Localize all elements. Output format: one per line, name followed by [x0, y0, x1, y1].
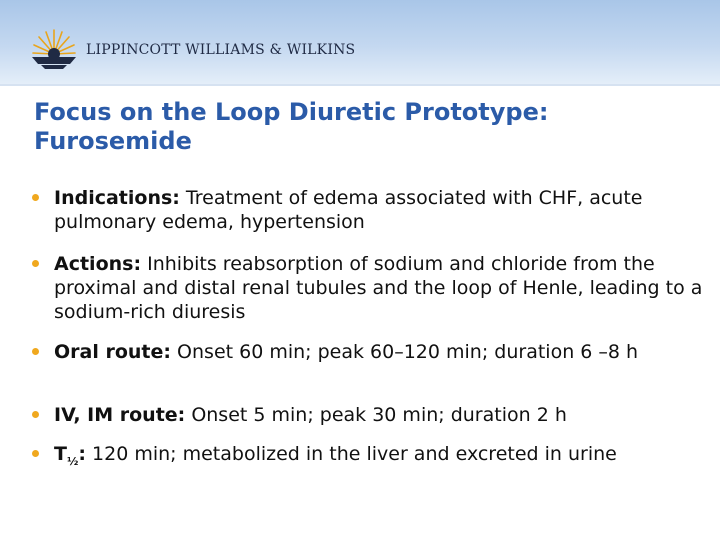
half-life-colon: : — [78, 443, 86, 465]
sunburst-logo-icon — [30, 24, 78, 70]
half-life-subscript: ½ — [66, 454, 79, 468]
bullet-term: Oral route: — [54, 341, 171, 363]
half-life-symbol: T — [54, 443, 67, 465]
header-divider — [0, 84, 720, 86]
bullet-description: Inhibits reabsorption of sodium and chloride from the proximal and distal renal tubules and the loop of Henle, leading to a sodium-rich diuresis — [54, 253, 703, 323]
bullet-description: Treatment of edema associated with CHF, acute pulmonary edema, hypertension — [54, 187, 643, 233]
bullet-text — [54, 442, 704, 466]
bullet-text — [54, 403, 704, 427]
bullet-dot-icon — [32, 260, 39, 267]
bullet-description: 120 min; metabolized in the liver and excreted in urine — [92, 443, 617, 465]
bullet-description: Onset 60 min; peak 60–120 min; duration 6 –8 h — [177, 341, 639, 363]
bullet-dot-icon — [32, 411, 39, 418]
bullet-text — [54, 186, 704, 234]
bullet-dot-icon — [32, 348, 39, 355]
bullet-text — [54, 340, 704, 364]
slide-title: Focus on the Loop Diuretic Prototype: Furosemide — [34, 98, 549, 155]
bullet-description: Onset 5 min; peak 30 min; duration 2 h — [191, 404, 567, 426]
bullet-dot-icon — [32, 450, 39, 457]
bullet-term: Indications: — [54, 187, 180, 209]
bullet-dot-icon — [32, 194, 39, 201]
brand-name: LIPPINCOTT WILLIAMS & WILKINS — [86, 42, 356, 58]
bullet-term: IV, IM route: — [54, 404, 186, 426]
bullet-text — [54, 252, 704, 324]
bullet-term — [54, 443, 86, 468]
bullet-term: Actions: — [54, 253, 142, 275]
